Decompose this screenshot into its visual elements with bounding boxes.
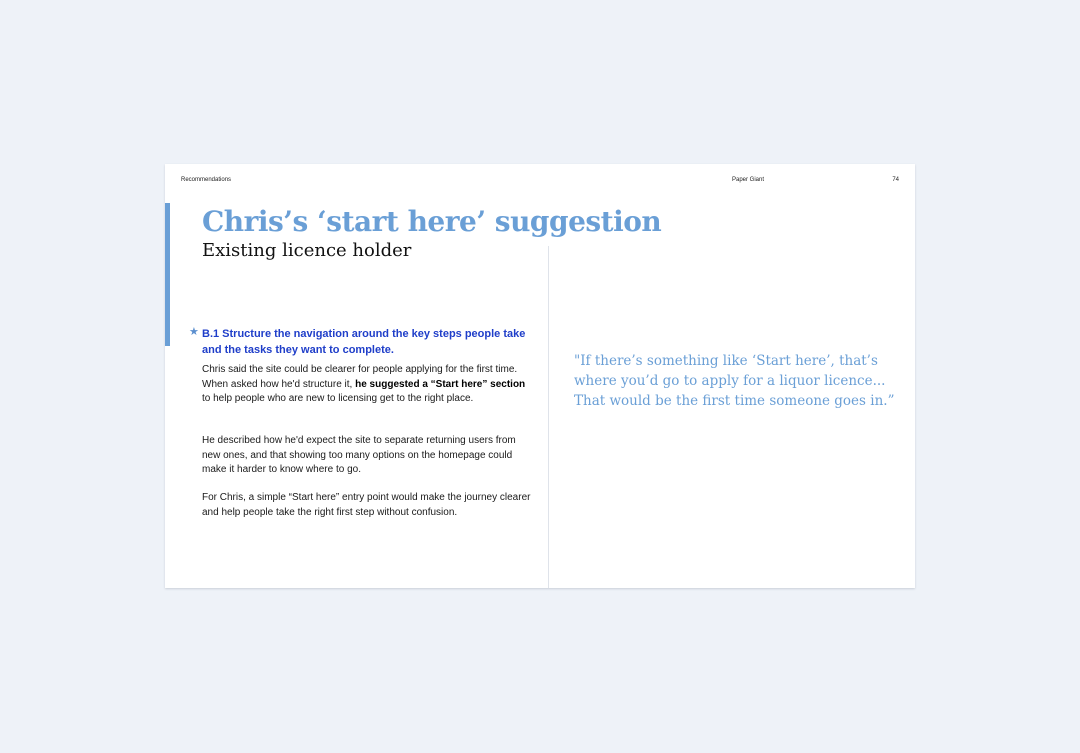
brand-label: Paper Giant	[732, 177, 765, 183]
body-paragraph-1	[202, 363, 532, 407]
slide-page	[165, 164, 915, 588]
star-icon: ★	[189, 326, 199, 338]
body-paragraph-1-end: to help people who are new to licensing get to the right place.	[202, 393, 474, 404]
pull-quote: "If there’s something like ‘Start here’, that’s where you’d go to apply for a liquor licence... That would be the first time someone goes in.”	[574, 353, 895, 409]
recommendation-heading: B.1 Structure the navigation around the key steps people take and the tasks they want to complete.	[202, 328, 526, 356]
page-title: Chris’s ‘start here’ suggestion	[202, 205, 662, 238]
accent-bar	[165, 203, 170, 346]
section-label: Recommendations	[181, 177, 232, 183]
page-number: 74	[892, 177, 899, 183]
page-subtitle: Existing licence holder	[202, 240, 412, 261]
body-paragraph-1-emphasis: he suggested a “Start here” section	[355, 378, 526, 390]
body-paragraph-3: For Chris, a simple “Start here” entry point would make the journey clearer and help people take the right first step without confusion.	[202, 492, 531, 518]
column-divider	[548, 246, 549, 588]
body-paragraph-1-start: Chris said the site could be clearer for people applying for the first time. When asked how he'd structure it,	[202, 364, 518, 390]
body-paragraph-2: He described how he'd expect the site to separate returning users from new ones, and that showing too many options on the homepage could make it harder to know where to go.	[202, 435, 516, 475]
